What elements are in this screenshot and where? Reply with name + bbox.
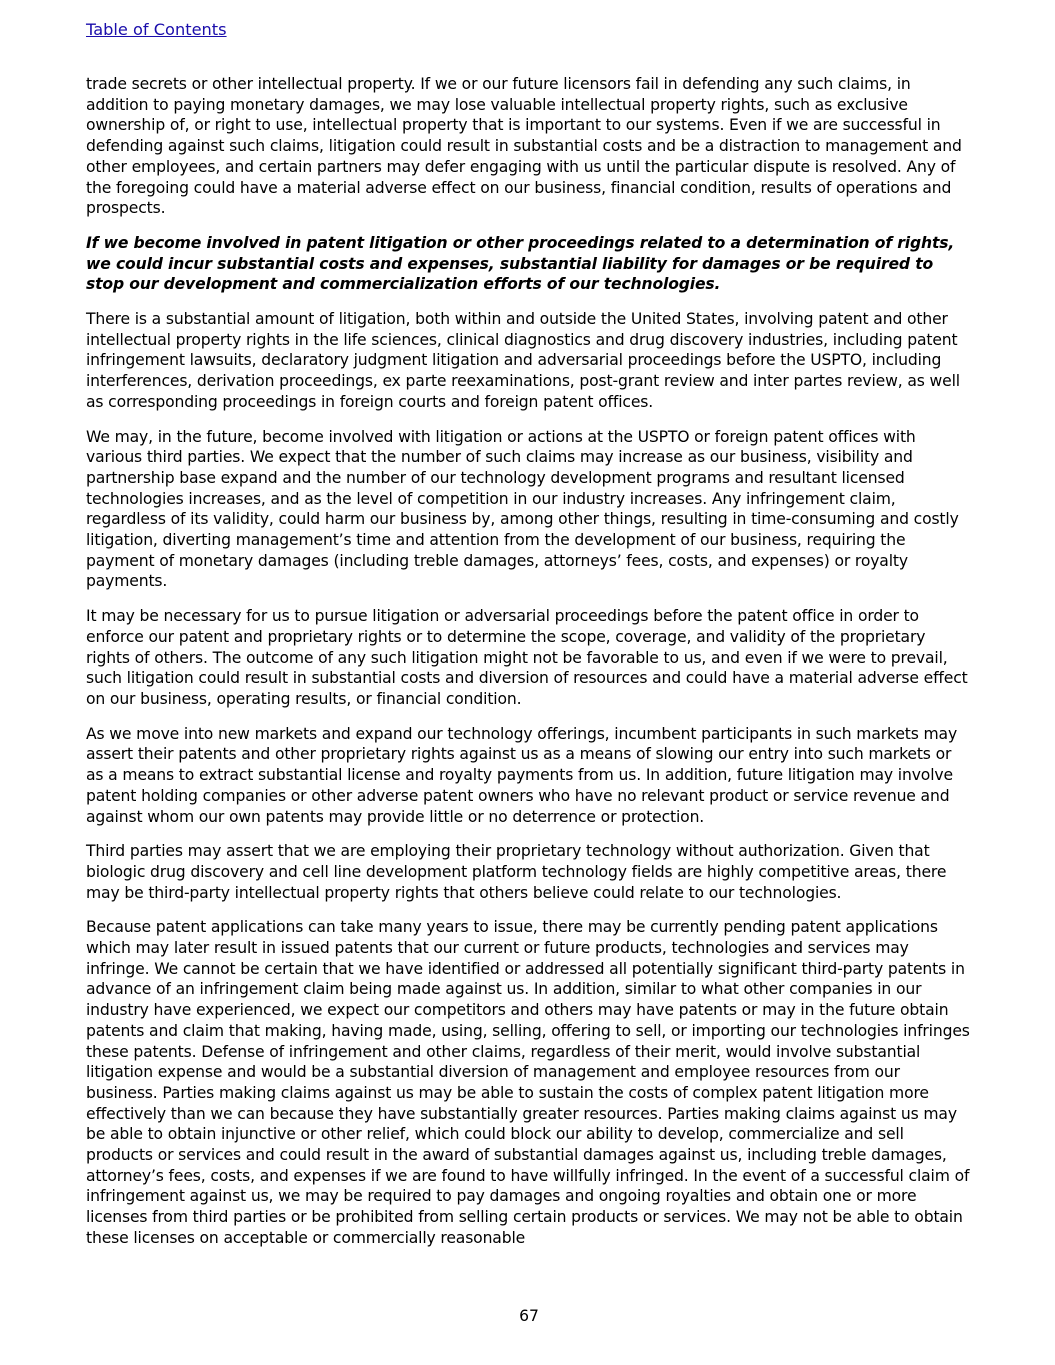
paragraph-future-litigation: We may, in the future, become involved with litigation or actions at the USPTO or foreign patent offices with various third parties. We expect that the number of such claims may increase as our business, visibility and partnership base expand and the number of our technology development programs and resultant licensed technologies increases, and as the level of competition in our industry increases. Any infringement claim, regardless of its validity, could harm our business by, among other things, resulting in time-consuming and costly litigation, diverting management’s time and attention from the development of our business, requiring the payment of monetary damages (including treble damages, attorneys’ fees, costs, and expenses) or royalty payments.	[86, 427, 959, 591]
paragraph-pursue-litigation: It may be necessary for us to pursue litigation or adversarial proceedings before the patent office in order to enforce our patent and proprietary rights or to determine the scope, coverage, and validity of the proprietary rights of others. The outcome of any such litigation might not be favorable to us, and even if we were to prevail, such litigation could result in substantial costs and diversion of resources and could have a material adverse effect on our business, operating results, or financial condition.	[86, 607, 968, 708]
paragraph-third-parties: Third parties may assert that we are employing their proprietary technology without authorization. Given that biologic drug discovery and cell line development platform technology fields are highly competitive areas, there may be third-party intellectual property rights that others believe could relate to our technologies.	[86, 842, 947, 902]
paragraph-new-markets: As we move into new markets and expand our technology offerings, incumbent participants in such markets may assert their patents and other proprietary rights against us as a means of slowing our entry into such markets or as a means to extract substantial license and royalty payments from us. In addition, future litigation may involve patent holding companies or other adverse patent owners who have no relevant product or service revenue and against whom our own patents may provide little or no deterrence or protection.	[86, 724, 958, 826]
paragraph-litigation-amount: There is a substantial amount of litigation, both within and outside the United States, involving patent and other intellectual property rights in the life sciences, clinical diagnostics and drug discovery industries, including patent infringement lawsuits, declaratory judgment litigation and adversarial proceedings before the USPTO, including interferences, derivation proceedings, ex parte reexaminations, post-grant review and inter partes review, as well as corresponding proceedings in foreign courts and foreign patent offices.	[86, 310, 960, 411]
table-of-contents-link[interactable]: Table of Contents	[86, 20, 227, 39]
page-number: 67	[519, 1307, 539, 1325]
document-body	[86, 74, 972, 1263]
paragraph-intro: trade secrets or other intellectual property. If we or our future licensors fail in defending any such claims, in addition to paying monetary damages, we may lose valuable intellectual property rights, such as exclusive ownership of, or right to use, intellectual property that is important to our systems. Even if we are successful in defending against such claims, litigation could result in substantial costs and be a distraction to management and other employees, and certain partners may defer engaging with us until the particular dispute is resolved. Any of the foregoing could have a material adverse effect on our business, financial condition, results of operations and prospects.	[86, 75, 962, 218]
paragraph-pending-applications: Because patent applications can take many years to issue, there may be currently pending patent applications which may later result in issued patents that our current or future products, technologies and services may infringe. We cannot be certain that we have identified or addressed all potentially significant third-party patents in advance of an infringement claim being made against us. In addition, similar to what other companies in our industry have experienced, we expect our competitors and others may have patents or may in the future obtain patents and claim that making, having made, using, selling, offering to sell, or importing our technologies infringes these patents. Defense of infringement and other claims, regardless of their merit, would involve substantial litigation expense and would be a substantial diversion of management and employee resources from our business. Parties making claims against us may be able to sustain the costs of complex patent litigation more effectively than we can because they have substantially greater resources. Parties making claims against us may be able to obtain injunctive or other relief, which could block our ability to develop, commercialize and sell products or services and could result in the award of substantial damages against us, including treble damages, attorney’s fees, costs, and expenses if we are found to have willfully infringed. In the event of a successful claim of infringement against us, we may be required to pay damages and ongoing royalties and obtain one or more licenses from third parties or be prohibited from selling certain products or services. We may not be able to obtain these licenses on acceptable or commercially reasonable	[86, 918, 970, 1247]
section-heading: If we become involved in patent litigation or other proceedings related to a determination of rights, we could incur substantial costs and expenses, substantial liability for damages or be required to stop our development and commercialization efforts of our technologies.	[86, 233, 955, 294]
